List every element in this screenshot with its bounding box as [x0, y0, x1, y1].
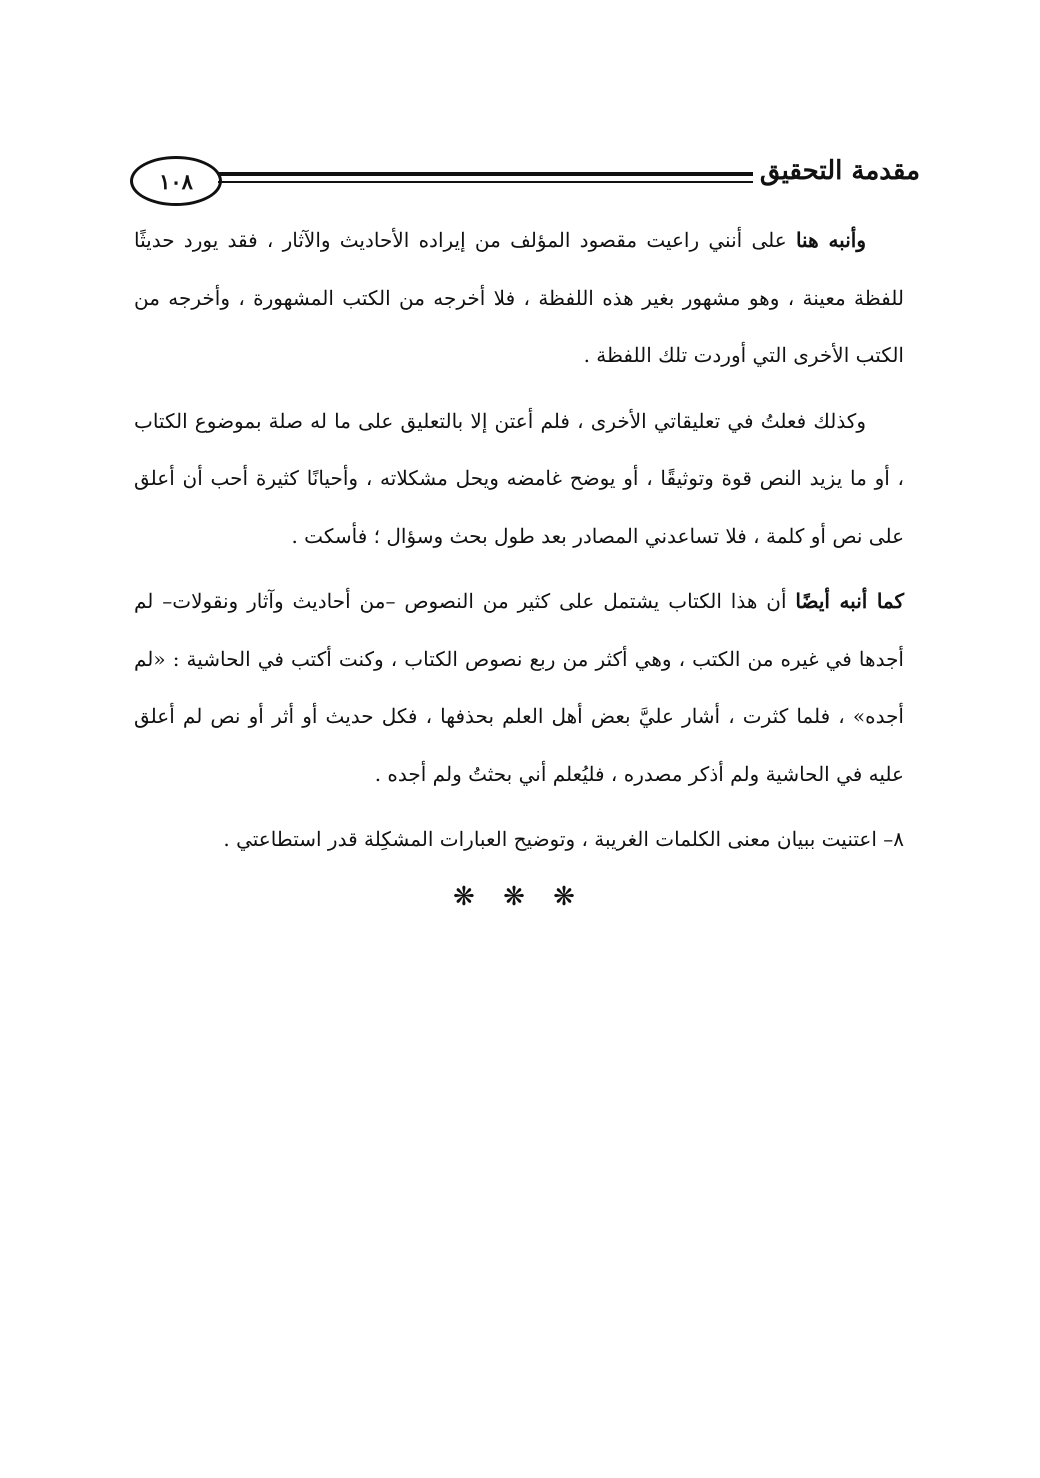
- list-item-8: [134, 811, 904, 869]
- chapter-title: مقدمة التحقيق: [759, 156, 920, 186]
- paragraph-1-text: على أنني راعيت مقصود المؤلف من إيراده الأحاديث والآثار ، فقد يورد حديثًا للفظة معينة ، وهو مشهور بغير هذه اللفظة ، فلا أخرجه من الكتب المشهورة ، وأخرجه من الكتب الأخرى التي أوردت تلك اللفظة .: [134, 228, 904, 367]
- page-number: ١٠٨: [130, 156, 222, 206]
- paragraph-3-lead: كما أنبه أيضًا: [795, 589, 905, 613]
- paragraph-1: [134, 212, 904, 385]
- section-divider: ❋ ❋ ❋: [453, 881, 585, 912]
- running-header: [120, 150, 920, 210]
- header-rule-thin: [218, 181, 753, 183]
- header-rule-thick: [218, 172, 753, 176]
- body-text: [134, 212, 904, 917]
- list-item-number: ٨–: [883, 827, 904, 851]
- paragraph-1-lead: وأنبه هنا: [795, 228, 866, 252]
- paragraph-2-text: وكذلك فعلتُ في تعليقاتي الأخرى ، فلم أعتن إلا بالتعليق على ما له صلة بموضوع الكتاب ، أو ما يزيد النص قوة وتوثيقًا ، أو يوضح غامضه ويحل مشكلاته ، وأحيانًا كثيرة أحب أن أعلق على نص أو كلمة ، فلا تساعدني المصادر بعد طول بحث وسؤال ؛ فأسكت .: [134, 408, 904, 548]
- paragraph-3-text: أن هذا الكتاب يشتمل على كثير من النصوص –من أحاديث وآثار ونقولات– لم أجدها في غيره من الكتب ، وهي أكثر من ربع نصوص الكتاب ، وكنت أكتب في الحاشية : «لم أجده» ، فلما كثرت ، أشار عليَّ بعض أهل العلم بحذفها ، فكل حديث أو أثر أو نص لم أعلق عليه في الحاشية ولم أذكر مصدره ، فليُعلم أني بحثتُ ولم أجده .: [134, 589, 904, 786]
- paragraph-2: [134, 393, 904, 566]
- paragraph-3: [134, 573, 904, 803]
- list-item-text: اعتنيت ببيان معنى الكلمات الغريبة ، وتوضيح العبارات المشكِلة قدر استطاعتي .: [223, 827, 877, 851]
